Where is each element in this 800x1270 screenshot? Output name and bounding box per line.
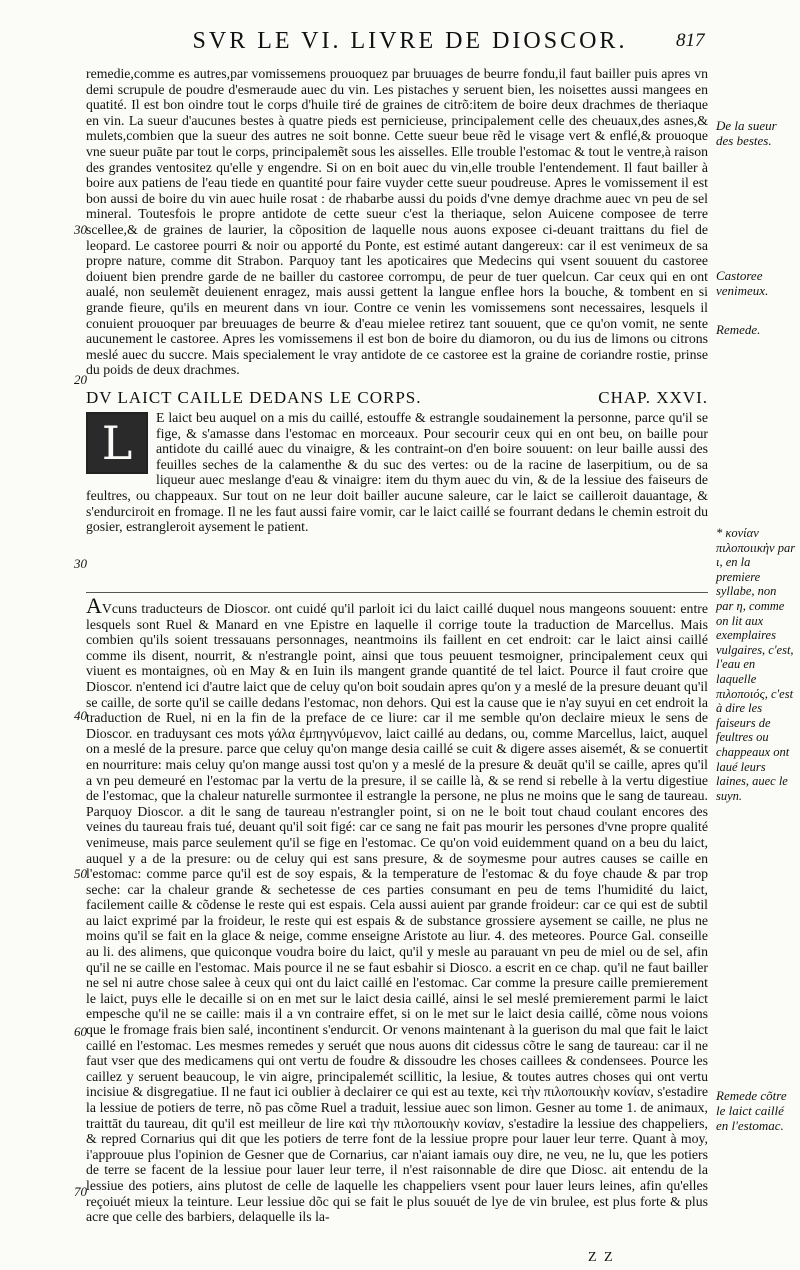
line-number: 70 bbox=[74, 1184, 87, 1199]
line-number: 40 bbox=[74, 708, 87, 723]
signature-mark: Z Z bbox=[588, 1250, 615, 1265]
text-block-sweat bbox=[86, 66, 708, 378]
margin-note-remede-laict: Remede cõtre le laict caillé en l'estomac. bbox=[716, 1088, 787, 1133]
text-block-chapter bbox=[86, 410, 708, 535]
running-head: SVR LE VI. LIVRE DE DIOSCOR. bbox=[192, 28, 628, 54]
section-divider bbox=[86, 592, 708, 593]
dropcap-initial: L bbox=[86, 412, 148, 474]
chapter-title: DV LAICT CAILLE DEDANS LE CORPS. bbox=[86, 388, 422, 407]
paragraph-commentary bbox=[86, 593, 708, 1225]
paragraph-chapter: E laict beu auquel on a mis du caillé, estouffe & estrangle soudainement la personne, parce qu'il se fige, & s'amasse dans l'estomac en morceaux. Pour secourir ceux qui en ont beu, on baille pour antidote du caillé auec du vinaigre, & les contraint-on d'en boire souuent: on leur baille aussi des feuilles seches de la calamenthe & du suc des vertes: ou de la racine de laserpitium, ou de sa liqueur auec meslange d'eau & vinaigre: item du thym auec du vin, & de la lessiue des faiseurs de feultres, ou chappeaux. Sur tout on ne leur doit bailler aucune saleure, car le laict se cailleroit dauantage, & s'endurciroit en fromage. Il ne les faut aussi faire vomir, car le laict caillé se fourrant dedans le chemin estroit du gosier, estrangleroit aysement le patient. bbox=[86, 410, 708, 535]
line-number: 30 bbox=[74, 556, 87, 571]
chapter-heading bbox=[86, 388, 708, 408]
commentary-text: Vcuns traducteurs de Dioscor. ont cuidé qu'il parloit ici du laict caillé duquel nous mangeons souuent: entre lesquels sont Ruel & Manard en vne Epistre en laquelle il corrige toute la traduction de Marcellus. Mais combien qu'ils soient tressauans personnages, neantmoins ils faillent en cet endroit: car le laict ainsi caillé comme ils disent, nourrit, & n'estrangle point, ainsi que tous peuuent tesmoigner, principalement ceux qui viuent es montaignes, où en May & en Iuin ils mangent grande quantité de tel laict. Pource il faut croire que Dioscor. n'entend ici d'autre laict que de celuy qu'on boit soudain apres qu'on y a meslé de la presure deuant qu'il se caille, de sorte qu'il se caille dedans l'estomac, non dehors. Qui est la cause que ie n'ay suyui en cet endroit la traduction de Ruel, ni en la fin de la preface de ce liure: car il me semble qu'on declaire mieux le sens de Dioscor. en traduysant ces mots γάλα ἐμπηγνύμενον, laict caillé au dedans, ou, comme Marcellus, laict, auquel on a meslé de la presure. parce que celuy qu'on mange desia caillé se cuit & digere asses aisemét, & se conuertit en nourriture: mais celuy qu'on mange aussi tost qu'on y a meslé de la presure & deuāt qu'il se caille, apres qu'il a vn peu demeuré en l'estomac par la vertu de la presure, il se caille là, & se rend si rebelle à la vertu digestiue de l'estomac, que la chaleur naturelle surmontee il estrangle la persone, ne plus ne moins que le sang de taureau. Parquoy Dioscor. a dit le sang de taureau n'estrangler point, si on ne le boit tout chaud coulant encores des veines du taureau frais tué, deuant qu'il soit figé: car ce sang ne fait pas mourir les persones d'vne propre qualité venimeuse, mais parce seulement qu'il se fige en l'estomac. Ce qu'on void euidemment quand on a beu du laict, auquel y a de la presure: ou de celuy qui est sans presure, & de soymesme pour autres causes se caille en l'estomac: comme parce qu'il est de soy espais, & la temperature de l'estomac & du foye chaude & par trop seche: car la chaleur grande & sechetesse de ces parties consumant en peu de tems l'humidité du laict, facilement caille & cõdense le reste qui est espais. Cela aussi auient par grande froideur: car ce qui est de subtil au laict exprimé par la froideur, le reste qui est espais & de substance grossiere aysement se caille, ne plus ne moins qu'il se fait en la glace & neige, comme enseigne Aristote au liur. 4. des meteores. Pource Gal. conseille au li. des alimens, que quiconque voudra boire du laict, qu'il y mesle au parauant vn peu de miel ou de sel, afin qu'il ne se caille en l'estomac. Mais pource il ne se faut esbahir si Diosco. a escrit en ce chap. qu'il ne faut bailler ne sel ni autre chose salee à ceux qui ont du laict caillé en l'estomac. Car comme la presure caille premierement le laict, puys elle le decaille si on en met sur le laict desia caillé, ainsi le sel meslé premierement parmi le laict empesche qu'il ne se caille: mais il a vn contraire effet, si on le met sur le laict desia caillé, cõme nous voions que le fromage frais bien salé, incontinent s'endurcit. Or venons maintenant à la guerison du mal que fait le laict caillé en l'estomac. Les mesmes remedes y seruét que nous auons dit cidessus cõtre le sang de taureau: car il ne faut vser que des medicamens qui ont vertu de foudre & dissoudre les choses caillees & condensees. Pource les caillez y seruent beaucoup, le vin aigre, principalemét scillitic, la lesiue, & toutes autres choses qui ont vertu incisiue & disgregatiue. Il ne faut ici oublier à declairer ce qui est au texte, κεὶ τὴν πιλοποιικὴν κονίαν, s'estadire la lessiue de potiers de terre, nõ pas cõme Ruel a traduit, lessiue auec son limon. Gesner au tome 1. de animaux, traittāt du taureau, dit qu'il est meilleur de lire καὶ τὴν πιλοποιικὴν κονίαν, s'estadire la lessiue des chappeliers, & repred Cornarius qui dit que les potiers de terre font de la lessiue propre pour lauer leur terre. Quant à moy, i'approuue plus l'opinion de Gesner que de Cornarius, car n'aiant iamais ouy dire, ne veu, ne lu, que les potiers de terre se facent de la lessiue pour lauer leur terre, il n'est raisonnable de dire que Diosc. ait entendu de la lessiue des potiers, ains plutost de celle de laquelle les chappeliers vsent pour lauer leurs leines, afin qu'elles reçoiuét mieux la teinture. Leur lessiue dõc qui se fait le plus souuét de lye de vin brulee, est plus forte & plus acre que celle des barbiers, delaquelle ils la- bbox=[86, 601, 708, 1225]
margin-note-sweat: De la sueur des bestes. bbox=[716, 118, 777, 148]
margin-note-castoree: Castoree venimeux. bbox=[716, 268, 769, 298]
chapter-number: CHAP. XXVI. bbox=[598, 388, 708, 407]
paragraph-sweat: remedie,comme es autres,par vomissemens prouoquez par bruuages de beurre fondu,il faut bailler puis apres vn demi scrupule de poudre d'esmeraude auec du vin. Les pistaches y seruent bien, les noisettes aussi mangees en quatité. Il est bon oindre tout le corps d'huile tiré de graines de citrõ:item de boire deux drachmes de theriaque en vin. La sueur d'aucunes bestes à quatre pieds est pernicieuse, principalement celle des cheuaux,des asnes,& mulets,combien que la sueur des autres ne soit bonne. Cette sueur beue rẽd le visage vert & enflé,& prouoque vne sueur puāte par tout le corps, principalemẽt sous les aisselles. Elle trouble l'estomac & tout le ventre,à raison des grandes ventositez qu'elle y engendre. Si on en boit auec du vin,elle trouble l'entendement. Il faut bailler à boire aux patiens de l'eau tiede en quantité pour faire vuyder cette sueur poudreuse. Apres le vomissement il est bon aussi de boire du vin auec huile rosat : de rhabarbe aussi du poids d'vne demye drachme auec vn peu de sel mineral. Toutesfois le propre antidote de cette sueur c'est la theriaque, selon Auicene composee de terre scellee,& de graines de laurier, la cõposition de laquelle nous auons exposee ci-deuant traittans du fiel de leopard. Le castoree pourri & noir ou apporté du Ponte, est estimé autant dangereux: car il est venimeux de sa propre nature, comme dit Strabon. Parquoy tant les apoticaires que Medecins qui vsent souuent du castoree doiuent bien prendre garde de ne bailler du castoree corrompu, de peur de tuer quelcun. Car ceux qui en ont aualé, non seulemẽt deuienent enragez, mais aussi gettent la langue enflee hors la bouche, & tombent en si grande fieure, qu'ils en meurent dans vn iour. Contre ce venin les vomissemens sont necessaires, lesquels il conuient prouoquer par breuuages de beurre & d'eau mielee retirez tant souuent, que ce qu'on vomit, ne sente aucunement le castoree. Apres les vomissemens il est bon de boire du diamoron, ou du ius de limons ou citrons meslé auec du succre. Mais specialement le vray antidote de ce castoree est la graine de coriandre rostie, prinse du poids de deux drachmes. bbox=[86, 66, 709, 378]
line-number: 60 bbox=[74, 1024, 87, 1039]
line-number: 50 bbox=[74, 866, 87, 881]
line-number: 20 bbox=[74, 372, 87, 387]
text-block-commentary bbox=[86, 593, 708, 1225]
margin-note-remede: Remede. bbox=[716, 322, 761, 337]
margin-note-greek: * κονίαν πιλοποιικὴν par ι, en la premiere syllabe, non par η, comme on lit aux exemplaires vulgaires, c'est, l'eau en laquelle πιλοποιός, c'est à dire les faiseurs de feultres ou chappeaux ont laué leurs laines, auec le suyn. bbox=[716, 526, 796, 803]
page-number: 817 bbox=[676, 30, 705, 51]
initial-letter: A bbox=[86, 593, 102, 618]
line-number: 30 bbox=[74, 222, 87, 237]
